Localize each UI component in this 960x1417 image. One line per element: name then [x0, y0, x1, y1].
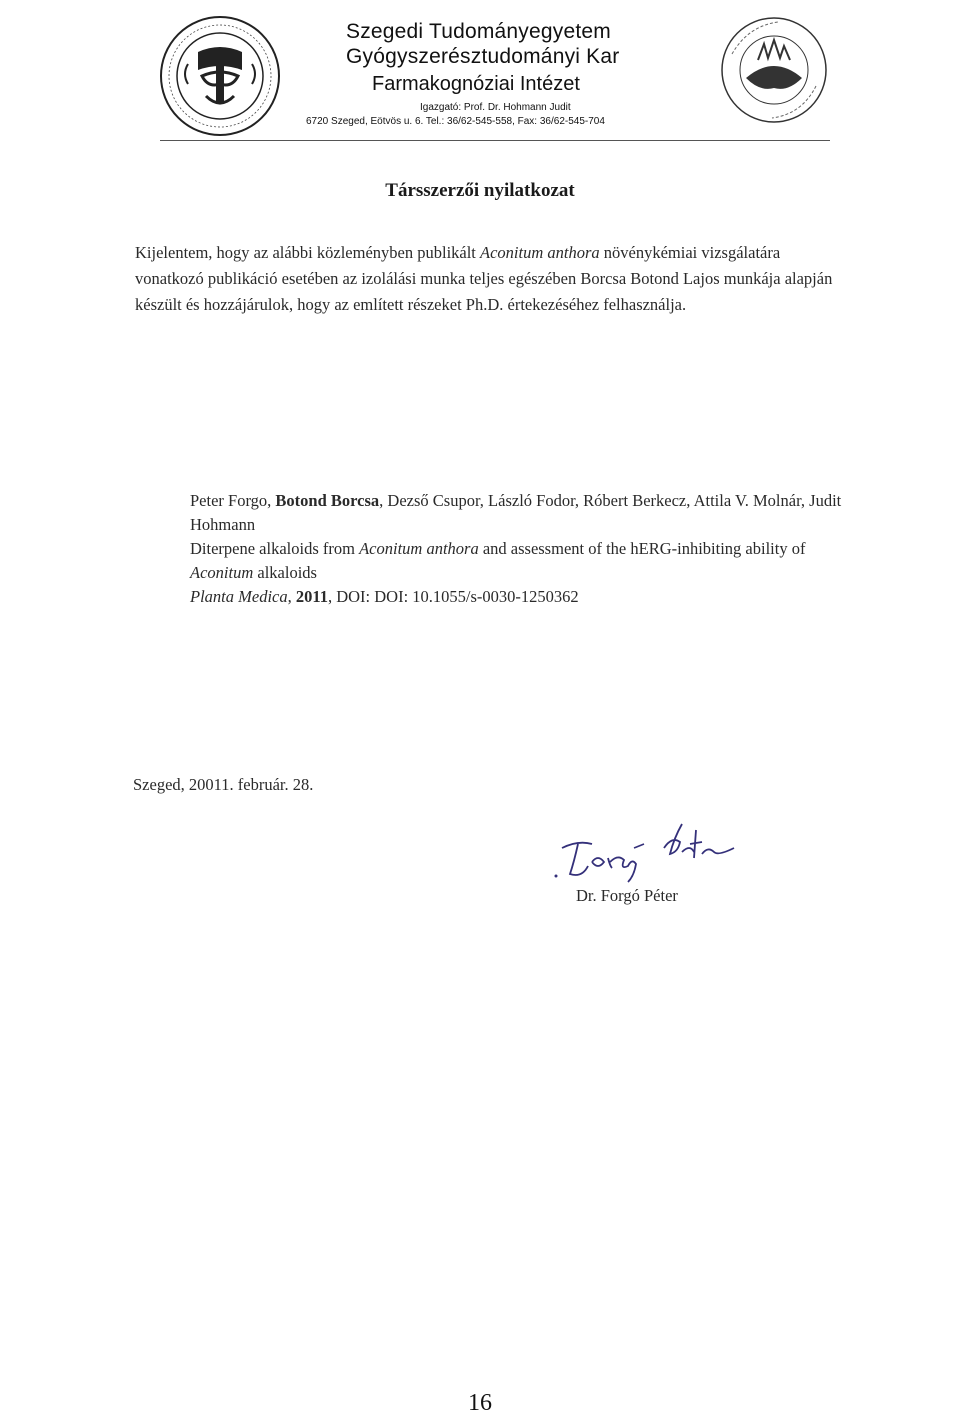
faculty-name: Gyógyszerésztudományi Kar [346, 45, 620, 68]
page-number: 16 [468, 1390, 492, 1416]
authors-before: Peter Forgo, [190, 491, 272, 510]
director-line: Igazgató: Prof. Dr. Hohmann Judit [420, 102, 571, 113]
doi: , DOI: DOI: 10.1055/s-0030-1250362 [327, 587, 579, 606]
university-seal-logo [158, 14, 282, 138]
species-name: Aconitum anthora [480, 243, 600, 262]
signatory-name: Dr. Forgó Péter [576, 886, 678, 905]
document-title: Társszerzői nyilatkozat [385, 180, 575, 201]
declaration-part-2: növénykémiai vizsgálatára vonatkozó publikáció esetében az izolálási munka teljes egészében Borcsa Botond Lajos munkája alapján készült és hozzájárulok, hogy az említett részeket Ph.D. értekezéséhez felhasználja. [135, 243, 833, 314]
institute-stamp-logo [718, 14, 830, 126]
university-name: Szegedi Tudományegyetem [346, 20, 611, 43]
publication-year: 2011 [295, 587, 328, 606]
ref-title-italic-2: Aconitum [190, 563, 254, 582]
publication-reference: Peter Forgo, Botond Borcsa, Dezső Csupor, László Fodor, Róbert Berkecz, Attila V. Molnár, Judit Hohmann Diterpene alkaloids from Aconitum anthora and assessment of the hERG-inhibiting ability of Aconitum alkaloids Planta Medica, 2011, DOI: DOI: 10.1055/s-0030-1250362 [190, 491, 842, 606]
declaration-paragraph [135, 240, 835, 318]
place-date: Szeged, 20011. február. 28. [133, 775, 314, 794]
declaration-part-1: Kijelentem, hogy az alábbi közleményben publikált [135, 243, 476, 262]
institute-name: Farmakognóziai Intézet [372, 73, 580, 95]
ref-title-italic-1: Aconitum anthora [359, 539, 479, 558]
author-bold: Botond Borcsa [275, 491, 380, 510]
ref-title-part-3: alkaloids [257, 563, 317, 582]
ref-title-part-2: and assessment of the hERG-inhibiting ability of [482, 539, 806, 558]
declaration-text [135, 243, 832, 314]
authors-after: , Dezső Csupor, László Fodor, Róbert Berkecz, Attila V. Molnár, Judit Hohmann [190, 491, 842, 534]
handwritten-signature [548, 818, 778, 888]
ref-title-part-1: Diterpene alkaloids from [190, 539, 355, 558]
letterhead-divider [160, 140, 830, 141]
journal-name: Planta Medica [190, 587, 288, 606]
address-line: 6720 Szeged, Eötvös u. 6. Tel.: 36/62-545-558, Fax: 36/62-545-704 [306, 116, 605, 127]
